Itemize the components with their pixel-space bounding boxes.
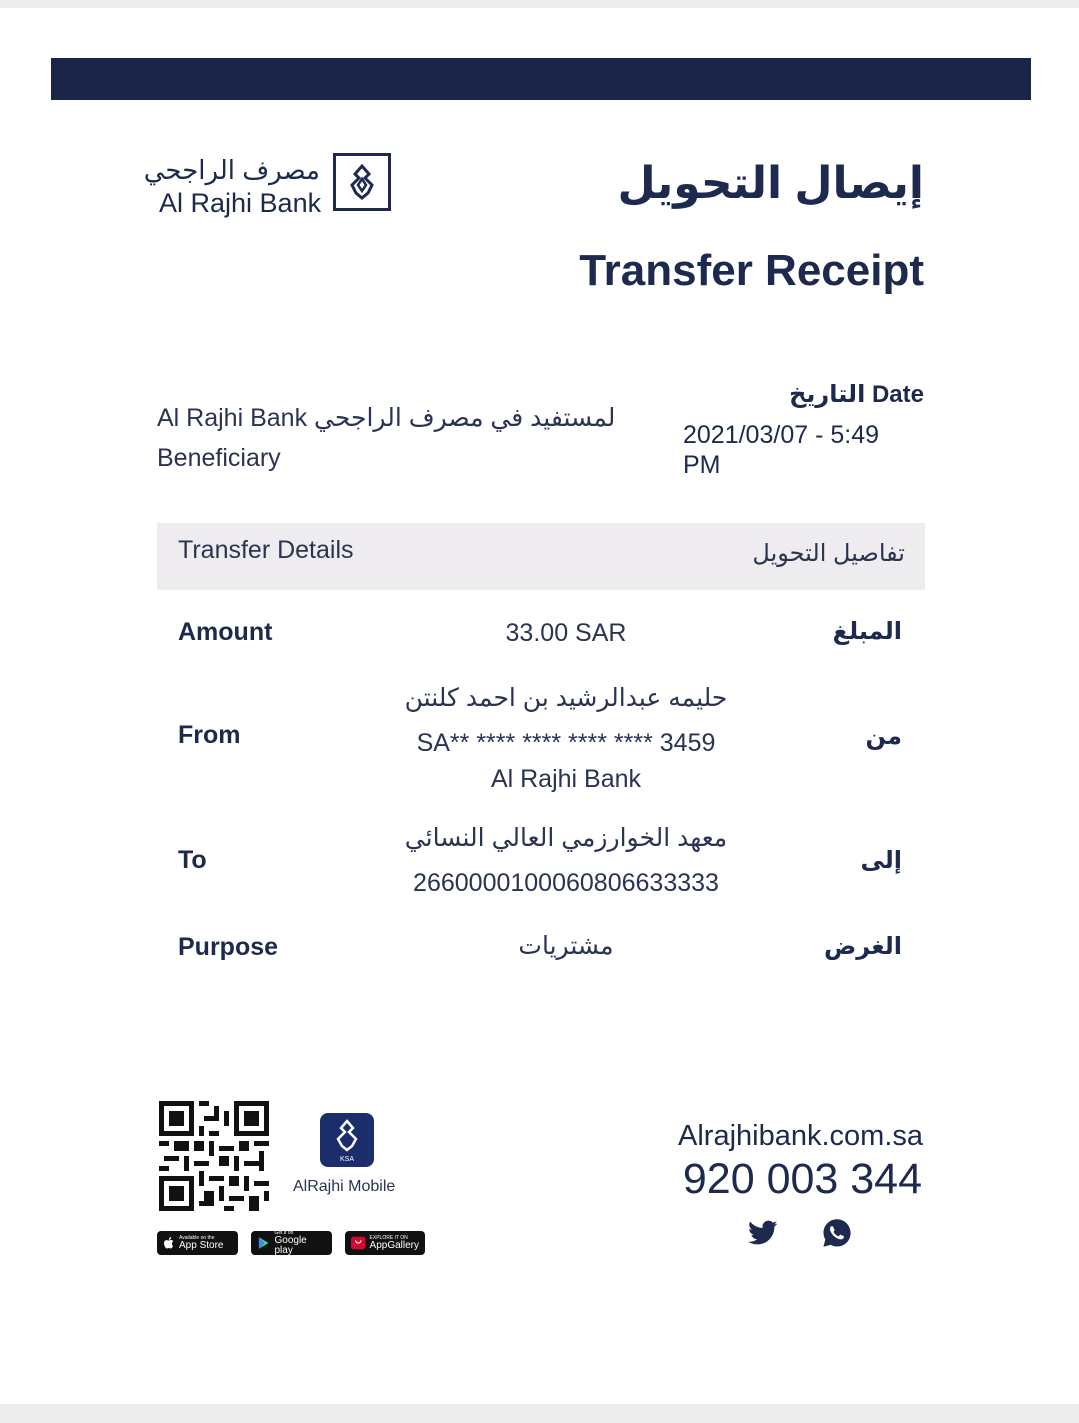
from-bank: Al Rajhi Bank: [490, 765, 642, 793]
to-account: 2660000100060806633333: [413, 869, 719, 897]
purpose-value: مشتريات: [518, 932, 614, 960]
date-value: 2021/03/07 - 5:49 PM: [683, 421, 879, 479]
from-account: SA** **** **** **** **** 3459: [416, 729, 716, 757]
alrajhi-app-icon[interactable]: [320, 1113, 374, 1167]
website-link[interactable]: Alrajhibank.com.sa: [678, 1120, 923, 1152]
to-name: معهد الخوارزمي العالي النسائي: [404, 824, 728, 852]
beneficiary-line-2: Beneficiary: [157, 444, 281, 472]
amount-label: Amount: [178, 618, 273, 646]
receipt-title-en: Transfer Receipt: [579, 246, 924, 295]
beneficiary-line-1: Al Rajhi Bank لمستفيد في مصرف الراجحي: [157, 404, 616, 432]
to-label-ar: إلى: [860, 847, 902, 874]
store-name: AppGallery: [369, 1240, 419, 1251]
date-label: Date التاريخ: [789, 381, 924, 408]
google-play-badge[interactable]: [251, 1231, 332, 1255]
store-name: Google play: [274, 1235, 307, 1256]
app-badge-text: KSA: [339, 1156, 355, 1163]
transfer-details-header: [157, 523, 925, 590]
whatsapp-icon[interactable]: [820, 1216, 854, 1250]
apple-icon: [163, 1236, 175, 1250]
app-store-badge[interactable]: [157, 1231, 238, 1255]
receipt-page: [0, 8, 1079, 1404]
from-name: حليمه عبدالرشيد بن احمد كلنتن: [404, 684, 728, 712]
details-header-en: Transfer Details: [178, 536, 354, 564]
purpose-label: Purpose: [178, 933, 279, 961]
store-name: App Store: [179, 1240, 224, 1251]
amount-value: 33.00 SAR: [505, 619, 627, 647]
phone-number[interactable]: 920 003 344: [682, 1155, 922, 1203]
beneficiary-type: [157, 398, 617, 478]
store-sub-label: EXPLORE IT ON: [369, 1235, 408, 1241]
to-label: To: [178, 846, 207, 874]
amount-label-ar: المبلغ: [832, 618, 902, 645]
receipt-title-ar: إيصال التحويل: [617, 159, 924, 208]
huawei-icon: [351, 1236, 366, 1250]
header-bar: [51, 58, 1031, 100]
bank-emblem-icon: [333, 153, 391, 211]
details-header-ar: تفاصيل التحويل: [752, 540, 905, 567]
logo-text-en: Al Rajhi Bank: [159, 188, 322, 218]
store-sub-label: Available on the: [179, 1235, 215, 1241]
app-gallery-badge[interactable]: [345, 1231, 425, 1255]
qr-code: [159, 1101, 269, 1211]
logo-text-ar: مصرف الراجحي: [143, 155, 320, 185]
bank-logo: [143, 153, 400, 223]
from-label: From: [178, 721, 241, 749]
google-play-icon: [257, 1236, 271, 1250]
from-label-ar: من: [865, 723, 902, 750]
app-name: AlRajhi Mobile: [293, 1178, 396, 1195]
twitter-icon[interactable]: [746, 1216, 780, 1250]
store-sub-label: Get it on: [274, 1230, 294, 1236]
purpose-label-ar: الغرض: [824, 933, 902, 960]
